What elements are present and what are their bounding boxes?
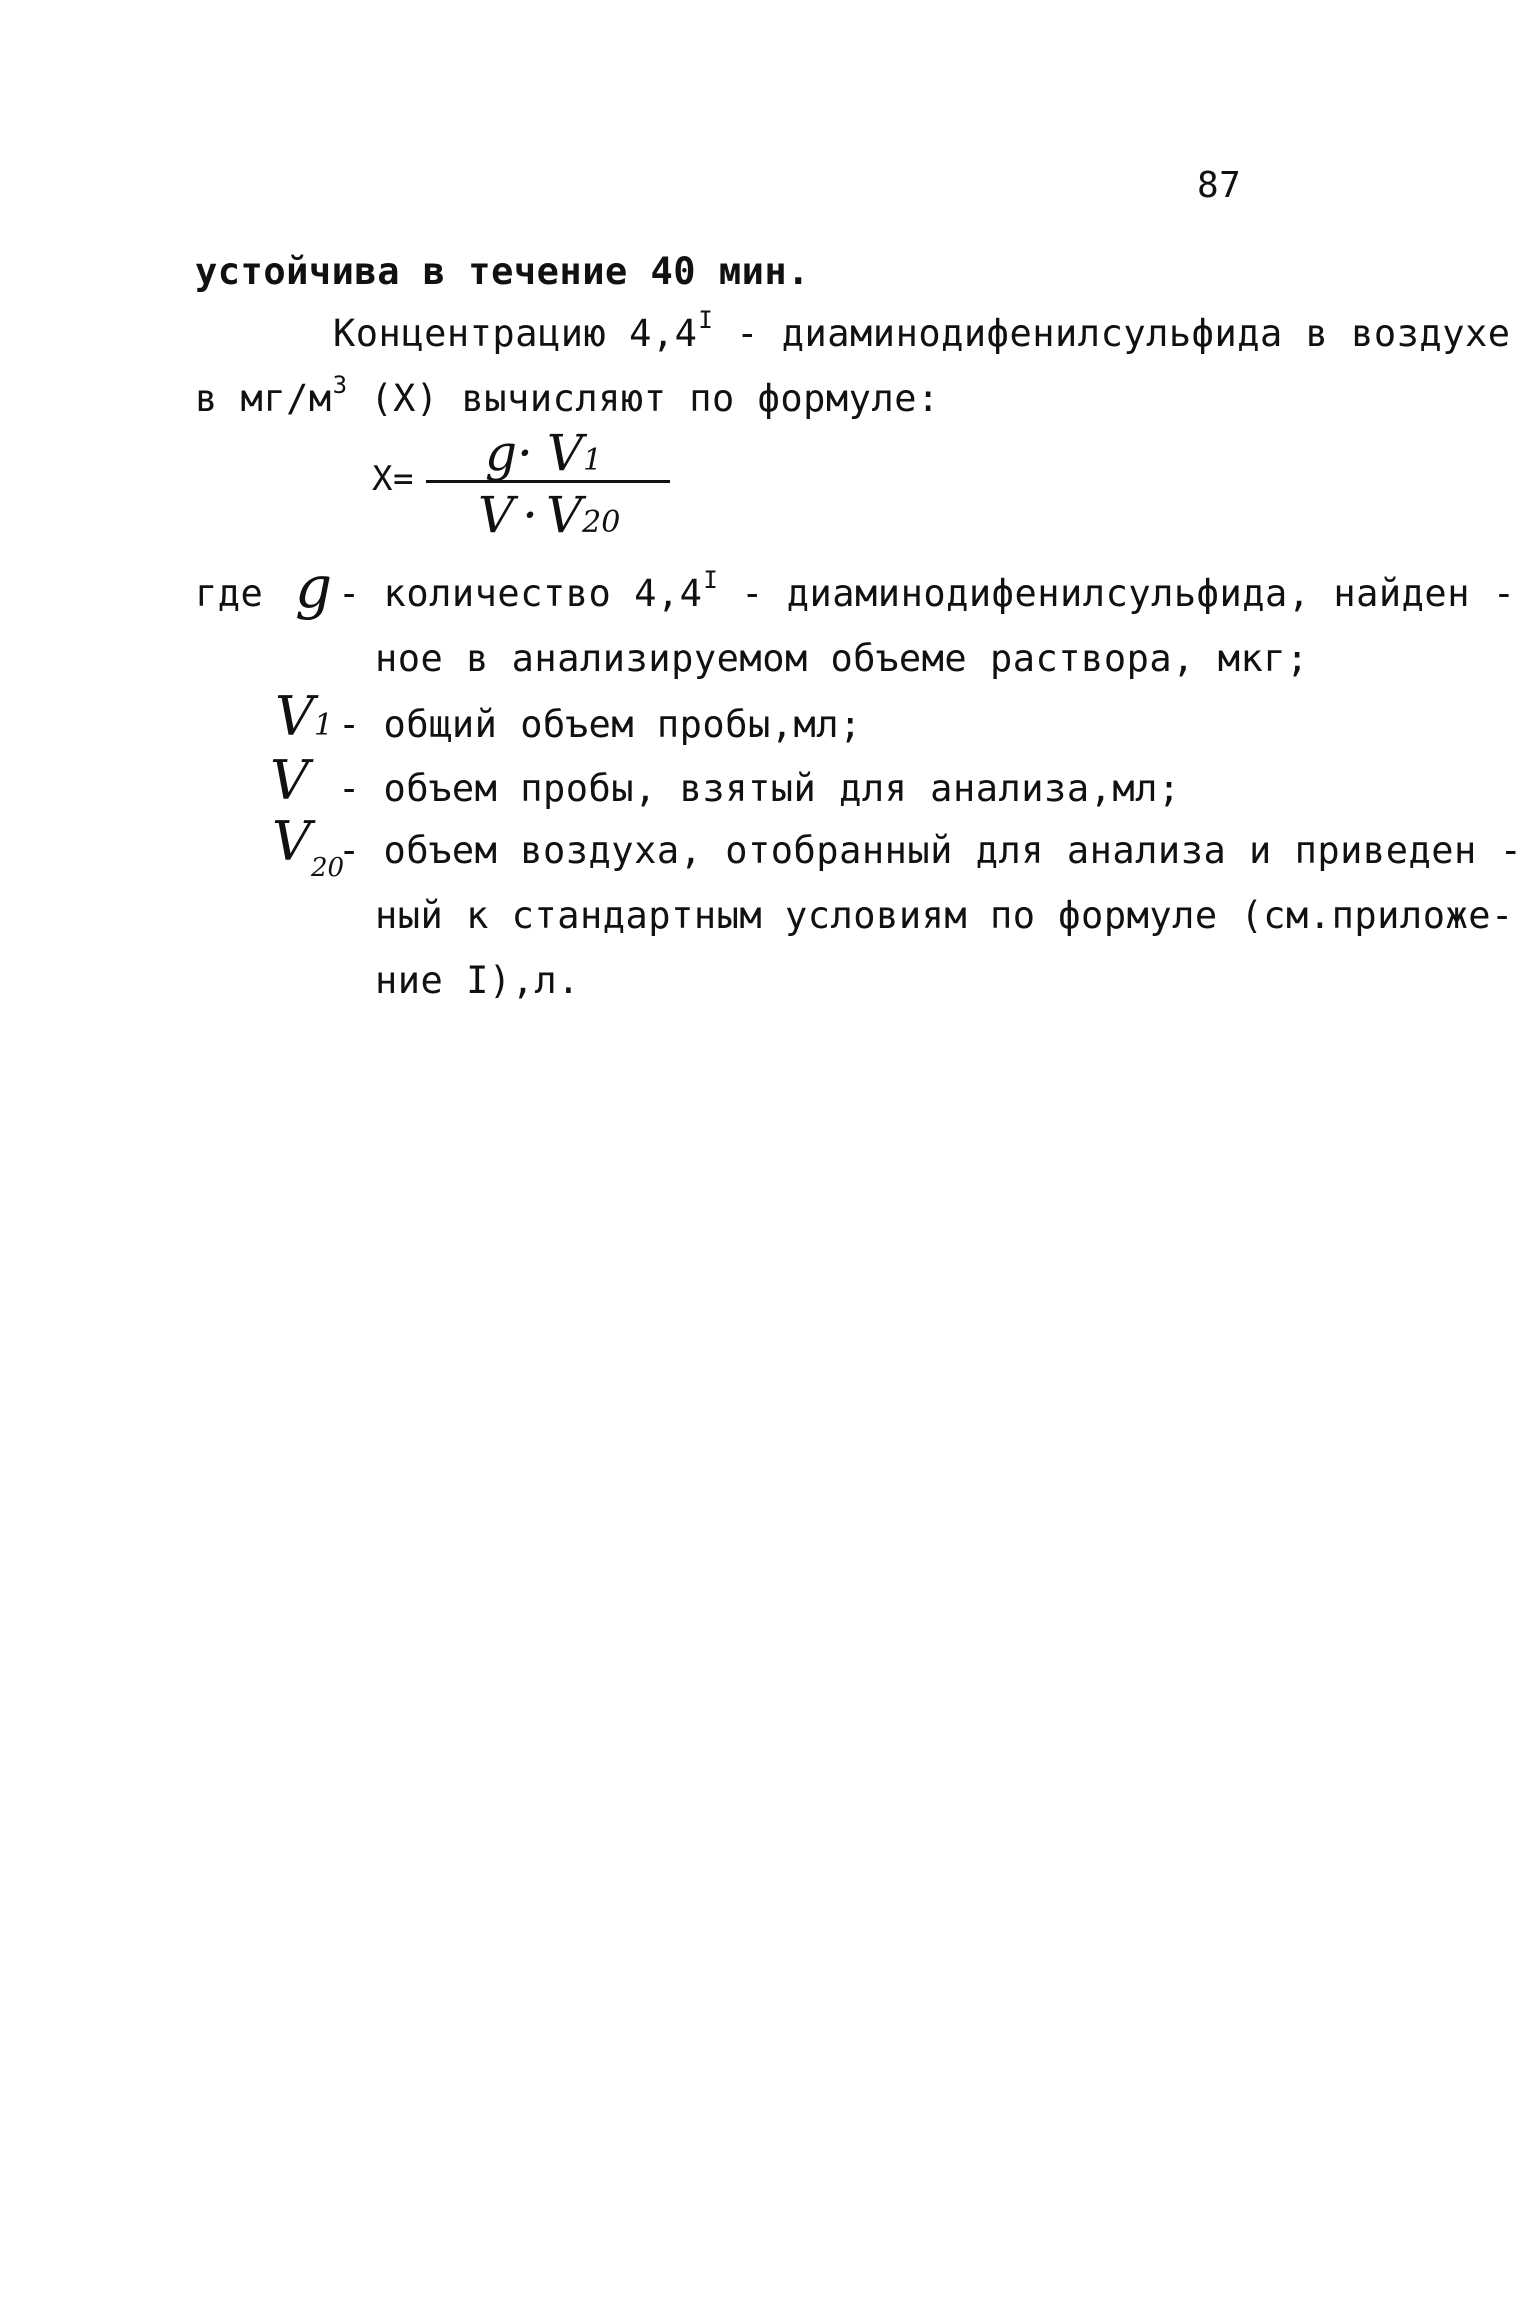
definition-1-line-1-start: - количество 4,4 — [338, 572, 703, 615]
formula-lhs: X= — [372, 459, 414, 499]
definition-4-line-3: ние I),л. — [375, 959, 580, 1002]
paragraph-line-2-end: (X) вычисляют по формуле: — [347, 377, 940, 420]
definition-2-line-1: - общий объем пробы,мл; — [338, 703, 862, 746]
formula-denominator-dot: · — [522, 486, 539, 544]
definition-4-line-2: ный к стандартным условиям по формуле (см.приложе- — [375, 894, 1514, 937]
definition-4-symbol-v: V — [272, 810, 311, 873]
definition-4-line-1: - объем воздуха, отобранный для анализа и приведен - — [338, 829, 1523, 872]
definition-1-line-1-sup: I — [703, 566, 719, 594]
paragraph-line-2 — [195, 371, 940, 420]
formula-numerator-sub: 1 — [583, 443, 603, 478]
paragraph-line-1-end: - диаминодифенилсульфида в воздухе — [713, 312, 1511, 355]
paragraph-line-2-start: в мг/м — [195, 377, 332, 420]
definition-where: где — [195, 572, 264, 615]
formula-numerator-dot: · — [517, 424, 533, 482]
formula-denominator-sub: 20 — [582, 505, 621, 540]
definition-1-line-1 — [338, 566, 1516, 615]
definition-1-line-2: ное в анализируемом объеме раствора, мкг; — [375, 637, 1309, 680]
paragraph-line-1-sup: I — [698, 306, 714, 334]
formula-numerator-g: g — [485, 424, 518, 482]
definition-2-symbol-sub: 1 — [314, 708, 334, 743]
intro-line: устойчива в течение 40 мин. — [195, 250, 810, 293]
paragraph-line-1-start: Концентрацию 4,4 — [333, 312, 698, 355]
definition-1-symbol: g — [295, 553, 333, 621]
formula-numerator — [485, 424, 603, 482]
formula-denominator — [478, 486, 621, 544]
formula-denominator-v: V — [478, 486, 515, 544]
definition-1-line-1-end: - диаминодифенилсульфида, найден - — [718, 572, 1516, 615]
definition-3-line-1: - объем пробы, взятый для анализа,мл; — [338, 767, 1181, 810]
definition-4-symbol — [272, 810, 345, 883]
definition-4-symbol-sub: 20 — [311, 853, 345, 883]
formula-numerator-v: V — [546, 424, 584, 482]
definition-3-symbol — [270, 749, 309, 812]
paragraph-line-1 — [333, 306, 1511, 355]
page-number: 87 — [1197, 165, 1242, 206]
fraction-line — [426, 480, 670, 483]
definition-2-symbol-v: V — [275, 685, 314, 748]
formula-denominator-v2: V — [546, 486, 583, 544]
paragraph-line-2-sup: 3 — [332, 371, 348, 399]
definition-2-symbol — [275, 685, 334, 748]
definition-3-symbol-v: V — [270, 749, 309, 812]
